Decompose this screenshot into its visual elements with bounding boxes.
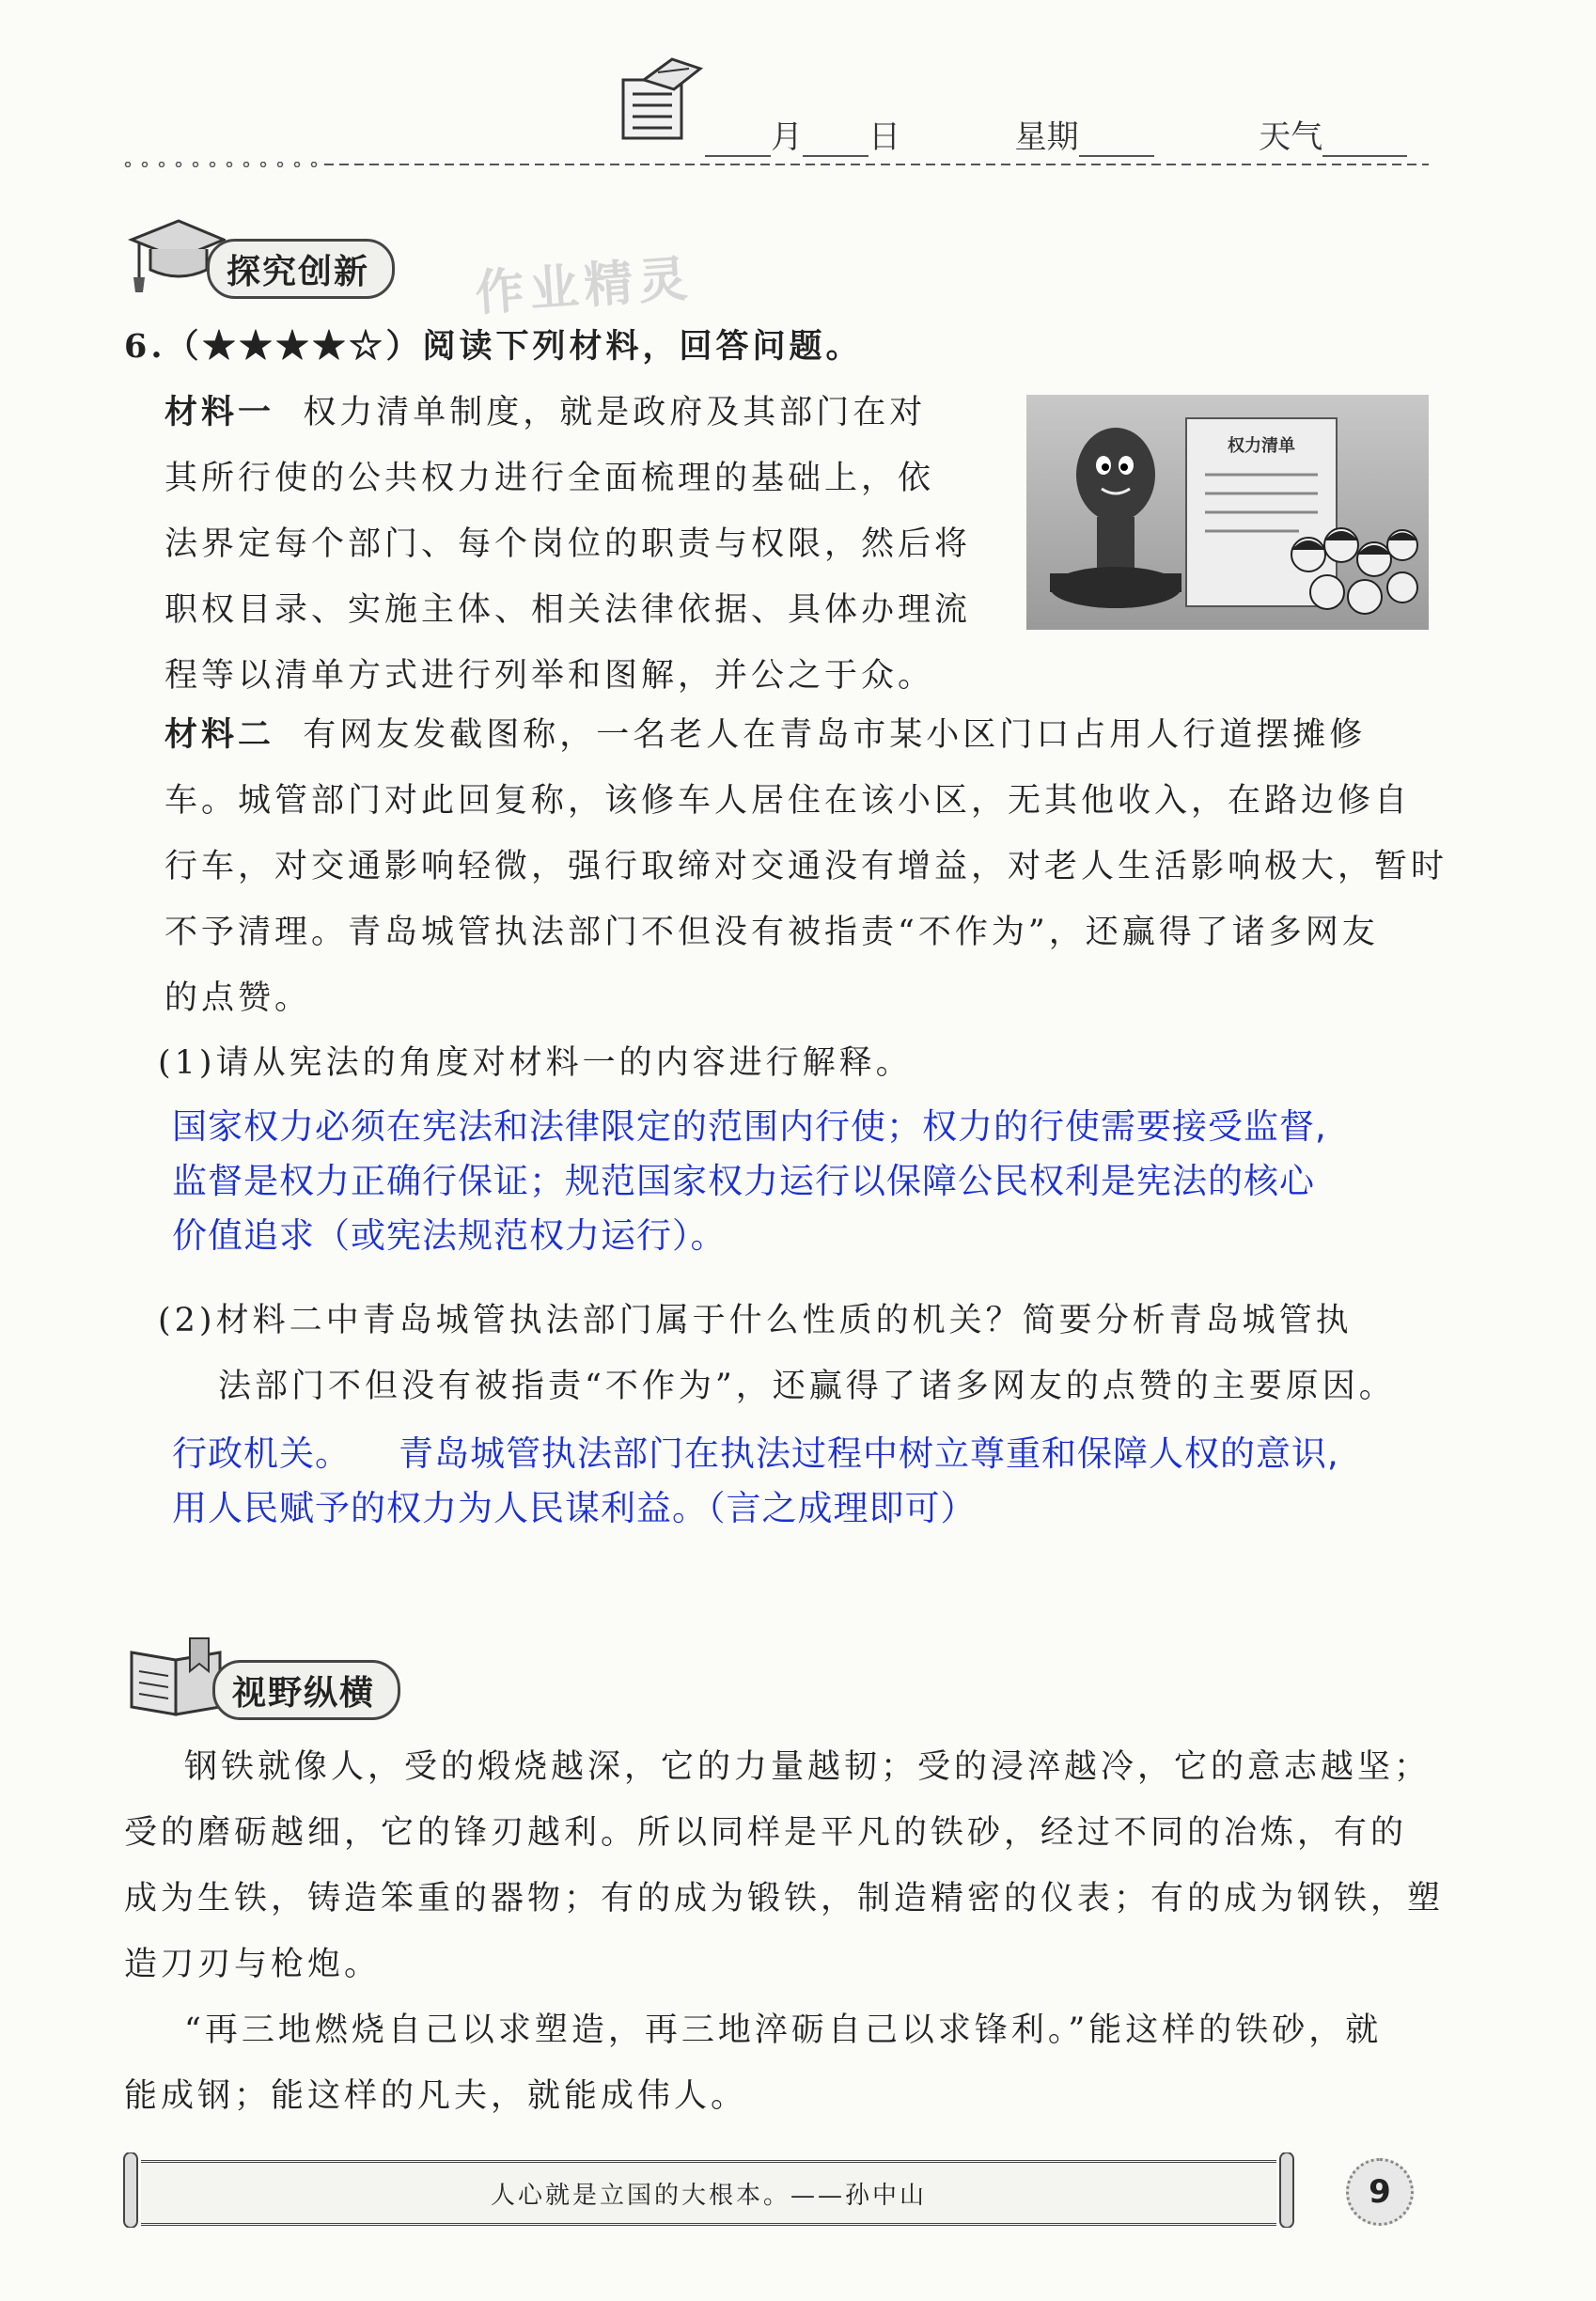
material1-line: 法界定每个部门、每个岗位的职责与权限，然后将 — [164, 525, 972, 563]
date-fields — [705, 111, 1407, 157]
sub-question-1: (1)请从宪法的角度对材料一的内容进行解释。 — [158, 1044, 913, 1082]
material1-line: 职权目录、实施主体、相关法律依据、具体办理流 — [164, 591, 972, 629]
material-two — [164, 702, 1366, 768]
passage-line: 成为生铁，铸造笨重的器物；有的成为锻铁，制造精密的仪表；有的成为钢铁，塑 — [124, 1880, 1445, 1918]
material1-line: 权力清单制度，就是政府及其部门在对 — [303, 394, 927, 431]
reading-passage — [124, 1734, 1444, 2129]
month-label: 月 — [771, 118, 803, 156]
weekday-label: 星期 — [1014, 118, 1079, 156]
watermark: 作业精灵 — [473, 250, 696, 323]
answer-2[interactable] — [172, 1427, 1339, 1536]
weekday-blank[interactable] — [1079, 127, 1154, 157]
header-divider — [122, 162, 1429, 167]
passage-line: 受的磨砺越细，它的锋刃越利。所以同样是平凡的铁砂，经过不同的冶炼，有的 — [124, 1814, 1408, 1852]
material2-line: 不予清理。青岛城管执法部门不但没有被指责“不作为”，还赢得了诸多网友 — [164, 914, 1379, 951]
material2-line: 行车，对交通影响轻微，强行取缔对交通没有增益，对老人生活影响极大，暂时 — [164, 848, 1448, 885]
material-one — [164, 380, 971, 709]
material1-line: 其所行使的公共权力进行全面梳理的基础上，依 — [164, 460, 935, 497]
passage-line: 能成钢；能这样的凡夫，就能成伟人。 — [124, 2077, 748, 2115]
section-title-explore: 探究创新 — [207, 239, 395, 299]
answer-1-line: 国家权力必须在宪法和法律限定的范围内行使；权力的行使需要接受监督, — [172, 1106, 1327, 1147]
day-blank[interactable] — [803, 127, 868, 157]
month-blank[interactable] — [705, 127, 771, 157]
material2-line: 有网友发截图称，一名老人在青岛市某小区门口占用人行道摆摊修 — [303, 716, 1367, 754]
material1-label: 材料一 — [164, 393, 275, 431]
answer-1-line: 监督是权力正确行保证；规范国家权力运行以保障公民权利是宪法的核心 — [172, 1161, 1315, 1201]
material2-line: 的点赞。 — [164, 979, 312, 1017]
question-head: 6.（★★★★☆）阅读下列材料，回答问题。 — [124, 327, 863, 366]
power-list-doc-title: 权力清单 — [1228, 436, 1295, 456]
sub-question-2 — [158, 1288, 1396, 1419]
footer-quote: 人心就是立国的大根本。——孙中山 — [141, 2160, 1276, 2226]
page-number: 9 — [1346, 2158, 1414, 2226]
answer-2-line: 行政机关。 青岛城管执法部门在执法过程中树立尊重和保障人权的意识, — [172, 1433, 1339, 1474]
passage-line: 造刀刃与枪炮。 — [124, 1946, 382, 1983]
material1-line: 程等以清单方式进行列举和图解，并公之于众。 — [164, 657, 935, 695]
sub-question-2-line: 法部门不但没有被指责“不作为”，还赢得了诸多网友的点赞的主要原因。 — [218, 1368, 1396, 1405]
section-title-horizon: 视野纵横 — [212, 1660, 400, 1720]
answer-2-line: 用人民赋予的权力为人民谋利益。（言之成理即可） — [172, 1488, 977, 1528]
day-label: 日 — [868, 118, 900, 156]
weather-label: 天气 — [1259, 118, 1323, 156]
passage-line: “再三地燃烧自己以求塑造，再三地淬砺自己以求锋利。”能这样的铁砂，就 — [184, 2011, 1383, 2049]
passage-line: 钢铁就像人，受的煅烧越深，它的力量越韧；受的浸淬越冷，它的意志越坚； — [184, 1748, 1432, 1786]
scroll-left-end — [120, 2152, 141, 2228]
calendar-icon — [606, 52, 710, 146]
answer-1-line: 价值追求（或宪法规范权力运行）。 — [172, 1215, 727, 1256]
weather-blank[interactable] — [1322, 127, 1407, 157]
material-two-body — [164, 768, 1447, 1031]
power-list-cartoon — [1026, 395, 1429, 630]
material2-line: 车。城管部门对此回复称，该修车人居住在该小区，无其他收入，在路边修自 — [164, 782, 1412, 820]
scroll-right-end — [1276, 2152, 1297, 2228]
answer-1[interactable] — [172, 1100, 1327, 1263]
sub-question-2-line: (2)材料二中青岛城管执法部门属于什么性质的机关？简要分析青岛城管执 — [158, 1302, 1353, 1339]
material2-label: 材料二 — [164, 715, 275, 754]
